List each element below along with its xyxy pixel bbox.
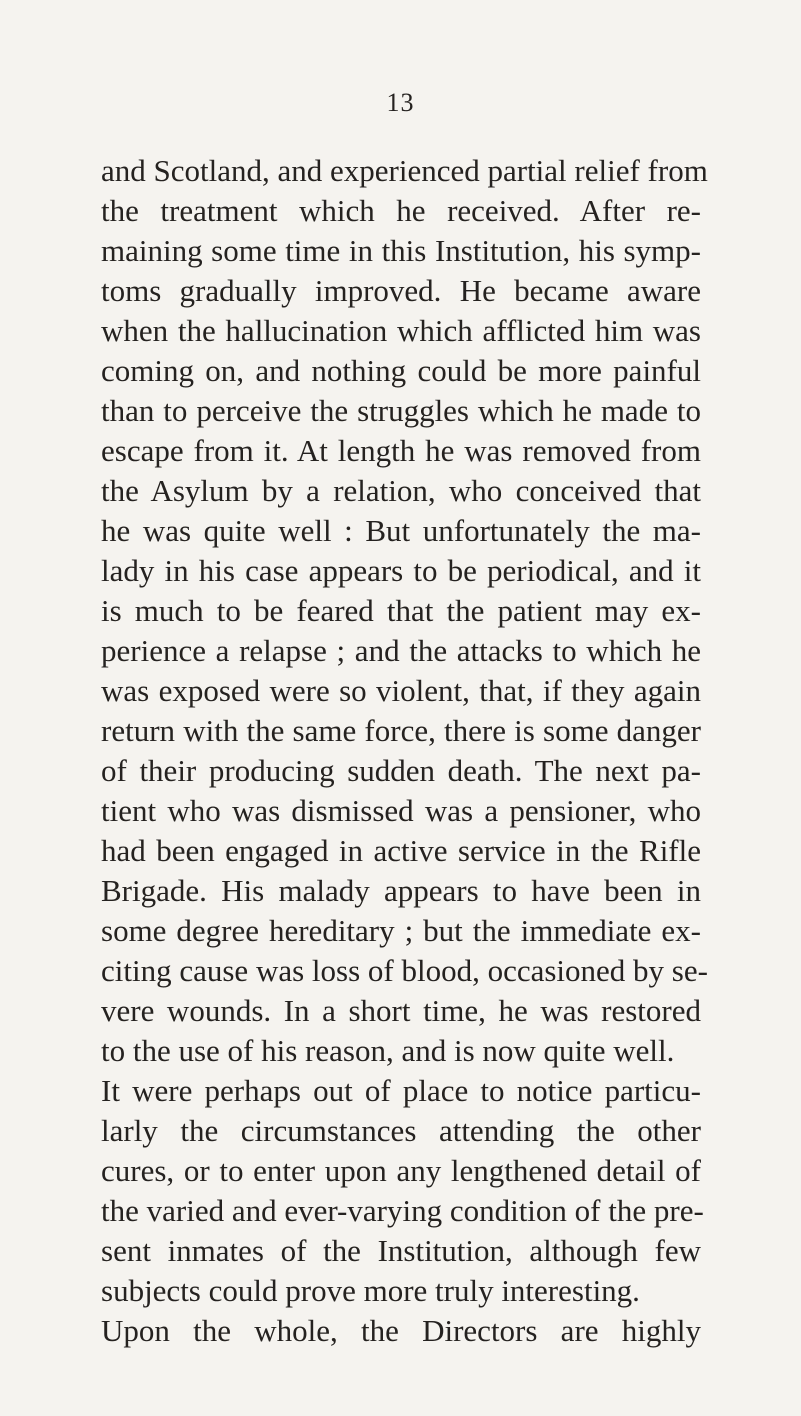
text-line: Brigade. His malady appears to have been in <box>101 873 701 908</box>
text-line: lady in his case appears to be periodical, and it <box>101 553 701 588</box>
text-line: than to perceive the struggles which he made to <box>101 393 701 428</box>
text-line: the Asylum by a relation, who conceived that <box>101 473 701 508</box>
text-line: vere wounds. In a short time, he was restored <box>101 993 701 1028</box>
text-line: toms gradually improved. He became aware <box>101 273 701 308</box>
text-line: tient who was dismissed was a pensioner, who <box>101 793 701 828</box>
text-line: escape from it. At length he was removed from <box>101 433 701 468</box>
text-line: return with the same force, there is some danger <box>101 713 701 748</box>
text-line: citing cause was loss of blood, occasioned by se- <box>101 953 708 988</box>
text-line: and Scotland, and experienced partial relief from <box>101 153 708 188</box>
text-line: sent inmates of the Institution, although few <box>101 1233 701 1268</box>
body-text <box>101 151 708 1351</box>
text-line: cures, or to enter upon any lengthened detail of <box>101 1153 701 1188</box>
text-line: It were perhaps out of place to notice particu- <box>101 1073 701 1108</box>
text-line: when the hallucination which afflicted him was <box>101 313 701 348</box>
page-number: 13 <box>386 88 415 117</box>
text-line: Upon the whole, the Directors are highly <box>101 1313 701 1348</box>
text-line: the varied and ever-varying condition of the pre- <box>101 1193 704 1228</box>
text-line: of their producing sudden death. The next pa- <box>101 753 701 788</box>
text-line: subjects could prove more truly interesting. <box>101 1273 640 1308</box>
text-line: had been engaged in active service in the Rifle <box>101 833 701 868</box>
text-line: coming on, and nothing could be more painful <box>101 353 701 388</box>
text-line: perience a relapse ; and the attacks to which he <box>101 633 701 668</box>
text-line: was exposed were so violent, that, if they again <box>101 673 701 708</box>
text-line: some degree hereditary ; but the immediate ex- <box>101 913 701 948</box>
text-line: to the use of his reason, and is now quite well. <box>101 1033 675 1068</box>
text-line: is much to be feared that the patient may ex- <box>101 593 701 628</box>
text-line: he was quite well : But unfortunately the ma- <box>101 513 701 548</box>
text-line: maining some time in this Institution, his symp- <box>101 233 701 268</box>
text-line: larly the circumstances attending the other <box>101 1113 701 1148</box>
text-line: the treatment which he received. After re- <box>101 193 701 228</box>
